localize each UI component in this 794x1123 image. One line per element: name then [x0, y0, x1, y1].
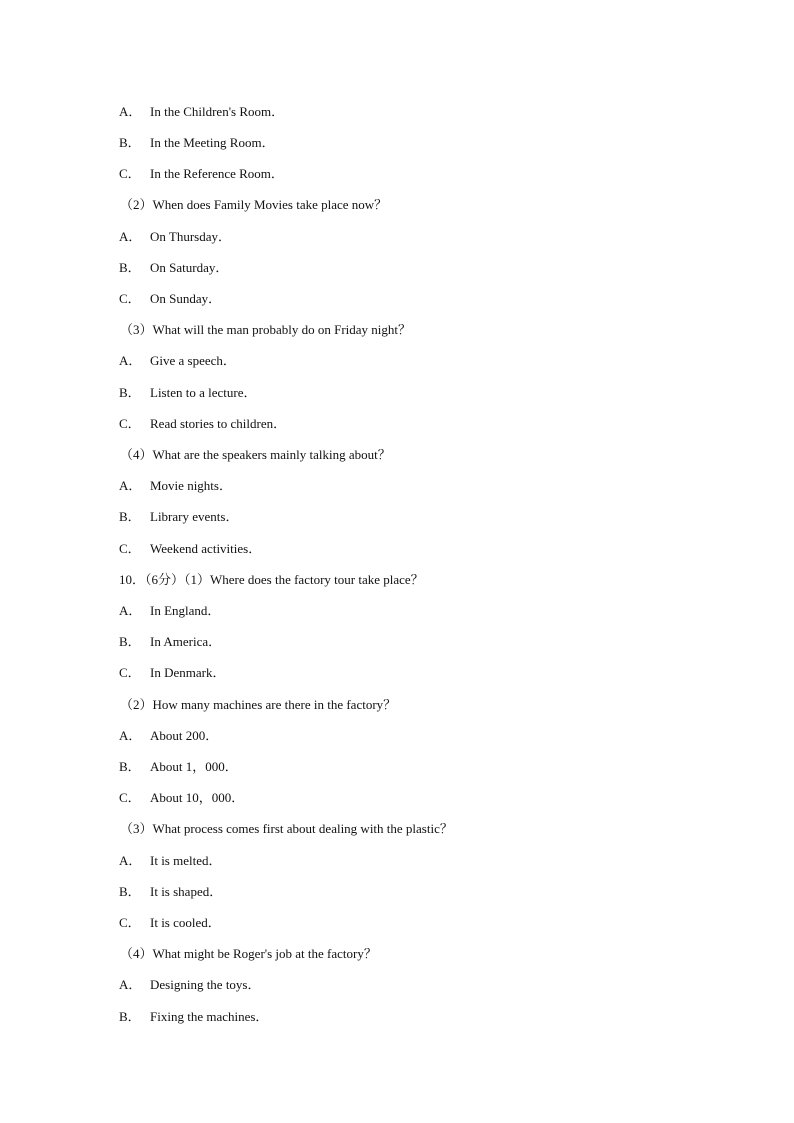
option-letter: B．: [119, 884, 141, 899]
option-line: [119, 632, 221, 652]
option-line: [119, 507, 238, 527]
option-line: [119, 851, 222, 871]
option-line: [119, 227, 231, 247]
option-letter: C．: [119, 915, 141, 930]
option-line: [119, 258, 228, 278]
option-text: Fixing the machines．: [150, 1009, 269, 1024]
option-text: It is cooled．: [150, 915, 221, 930]
option-text: Designing the toys．: [150, 977, 261, 992]
option-letter: B．: [119, 509, 141, 524]
option-letter: A．: [119, 728, 142, 743]
option-letter: B．: [119, 759, 141, 774]
option-text: In England．: [150, 603, 221, 618]
option-line: [119, 383, 257, 403]
question-line: （3）What process comes first about dealing with the plastic？: [120, 821, 453, 836]
option-letter: A．: [119, 977, 142, 992]
option-text: In Denmark．: [150, 665, 226, 680]
option-line: [119, 476, 232, 496]
question-line: （2）How many machines are there in the factory？: [120, 697, 397, 712]
question-line: （4）What might be Roger's job at the factory？: [120, 946, 377, 961]
option-line: [119, 539, 261, 559]
option-text: Movie nights．: [150, 478, 232, 493]
option-letter: C．: [119, 416, 141, 431]
option-letter: A．: [119, 353, 142, 368]
option-letter: C．: [119, 166, 141, 181]
option-line: [119, 663, 225, 683]
option-text: On Saturday．: [150, 260, 229, 275]
option-text: About 200．: [150, 728, 219, 743]
option-text: About 10，000．: [150, 790, 245, 805]
question-line: 10．（6分）（1）Where does the factory tour take place？: [119, 572, 424, 587]
option-text: On Thursday．: [150, 229, 232, 244]
option-text: On Sunday．: [150, 291, 222, 306]
option-line: [119, 414, 286, 434]
option-letter: C．: [119, 665, 141, 680]
option-line: [119, 726, 218, 746]
option-letter: A．: [119, 478, 142, 493]
option-letter: C．: [119, 291, 141, 306]
option-line: [119, 975, 261, 995]
option-line: [119, 102, 284, 122]
option-letter: A．: [119, 853, 142, 868]
option-letter: B．: [119, 260, 141, 275]
option-text: Listen to a lecture．: [150, 385, 257, 400]
option-text: In the Meeting Room．: [150, 135, 275, 150]
option-letter: C．: [119, 541, 141, 556]
option-line: [119, 788, 244, 808]
option-text: Weekend activities．: [150, 541, 262, 556]
question-line: （3）What will the man probably do on Friday night？: [120, 322, 412, 337]
question-line: （2）When does Family Movies take place now？: [120, 197, 388, 212]
option-line: [119, 289, 221, 309]
question-line: （4）What are the speakers mainly talking about？: [120, 447, 391, 462]
option-text: About 1，000．: [150, 759, 238, 774]
option-letter: A．: [119, 603, 142, 618]
option-line: [119, 757, 238, 777]
option-text: In America．: [150, 634, 222, 649]
option-line: [119, 882, 222, 902]
option-letter: B．: [119, 385, 141, 400]
option-text: Read stories to children．: [150, 416, 287, 431]
option-line: [119, 164, 284, 184]
option-line: [119, 913, 221, 933]
option-text: In the Reference Room．: [150, 166, 284, 181]
option-text: It is melted．: [150, 853, 222, 868]
option-letter: B．: [119, 634, 141, 649]
option-line: [119, 1007, 268, 1027]
option-text: It is shaped．: [150, 884, 223, 899]
option-line: [119, 601, 220, 621]
option-letter: B．: [119, 135, 141, 150]
option-line: [119, 351, 236, 371]
option-letter: B．: [119, 1009, 141, 1024]
option-letter: A．: [119, 229, 142, 244]
option-line: [119, 133, 275, 153]
option-text: Give a speech．: [150, 353, 236, 368]
option-text: Library events．: [150, 509, 239, 524]
option-letter: A．: [119, 104, 142, 119]
option-text: In the Children's Room．: [150, 104, 285, 119]
option-letter: C．: [119, 790, 141, 805]
